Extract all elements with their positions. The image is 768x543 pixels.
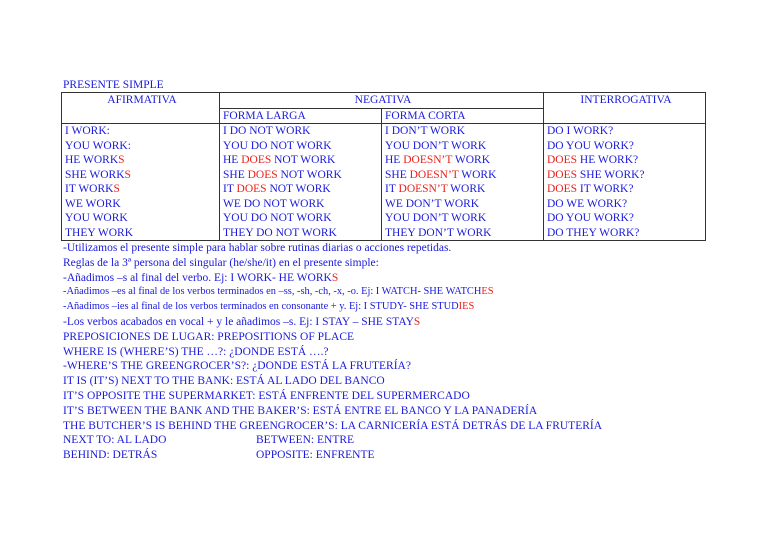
table-body bbox=[62, 124, 706, 241]
note-usage: -Utilizamos el presente simple para hablar sobre rutinas diarias o acciones repetidas. bbox=[63, 242, 452, 254]
highlight-text: DOESN’T bbox=[409, 168, 459, 181]
interrogativa-cell bbox=[544, 226, 706, 241]
cell-text: YOU WORK: bbox=[65, 139, 131, 152]
places-example-question: -WHERE’S THE GREENGROCER’S?: ¿DONDE ESTÁ LA FRUTERÍA? bbox=[63, 360, 411, 373]
vocab-behind: BEHIND: DETRÁS bbox=[63, 449, 158, 462]
table-header-row bbox=[62, 93, 706, 109]
cell-text: HE WORK? bbox=[577, 154, 639, 166]
highlight-text: DOESN’T bbox=[403, 154, 453, 166]
cell-text: WORK bbox=[447, 183, 486, 195]
negativa-corta-cell bbox=[382, 153, 544, 168]
places-question: WHERE IS (WHERE’S) THE …?: ¿DONDE ESTÁ ….? bbox=[63, 345, 329, 358]
cell-text: NOT WORK bbox=[271, 154, 336, 166]
cell-text: I WORK: bbox=[65, 125, 110, 137]
notes-section bbox=[63, 241, 602, 463]
highlight-text: DOES bbox=[247, 168, 278, 181]
highlight-text: S bbox=[118, 154, 125, 166]
cell-text: SHE WORK bbox=[65, 168, 125, 181]
cell-text: DO THEY WORK? bbox=[547, 226, 640, 239]
table-row bbox=[62, 211, 706, 226]
cell-text: I DON’T WORK bbox=[385, 125, 466, 137]
cell-text: YOU DON’T WORK bbox=[385, 139, 487, 152]
header-afirmativa: AFIRMATIVA bbox=[62, 93, 220, 124]
cell-text: WE WORK bbox=[65, 197, 121, 210]
cell-text: WORK bbox=[452, 154, 491, 166]
negativa-larga-cell bbox=[220, 211, 382, 226]
highlight-text: DOES bbox=[547, 168, 578, 181]
cell-text: IT bbox=[385, 183, 399, 195]
afirmativa-cell bbox=[62, 168, 220, 183]
cell-text: SHE bbox=[385, 168, 410, 181]
cell-text: DO I WORK? bbox=[547, 125, 614, 137]
interrogativa-cell bbox=[544, 211, 706, 226]
afirmativa-cell bbox=[62, 197, 220, 212]
cell-text: DO WE WORK? bbox=[547, 197, 628, 210]
interrogativa-cell bbox=[544, 197, 706, 212]
cell-text: NOT WORK bbox=[277, 168, 342, 181]
cell-text: YOU DON’T WORK bbox=[385, 212, 487, 224]
table-row bbox=[62, 139, 706, 154]
cell-text: HE bbox=[223, 154, 242, 166]
cell-text: IT WORK bbox=[65, 183, 114, 195]
interrogativa-cell bbox=[544, 139, 706, 154]
header-forma-larga: FORMA LARGA bbox=[220, 108, 382, 124]
negativa-larga-cell bbox=[220, 197, 382, 212]
note-rule-vowel-y bbox=[63, 315, 602, 330]
negativa-larga-cell bbox=[220, 139, 382, 154]
table-row bbox=[62, 168, 706, 183]
note-rule-s bbox=[63, 271, 602, 286]
highlight-text: S bbox=[113, 183, 120, 195]
cell-text: DO YOU WORK? bbox=[547, 139, 634, 152]
cell-text: SHE WORK? bbox=[577, 168, 645, 181]
places-heading: PREPOSICIONES DE LUGAR: PREPOSITIONS OF PLACE bbox=[63, 330, 355, 343]
table-row bbox=[62, 124, 706, 139]
negativa-larga-cell bbox=[220, 226, 382, 241]
negativa-corta-cell bbox=[382, 197, 544, 212]
cell-text: SHE bbox=[223, 168, 248, 181]
cell-text: THEY DO NOT WORK bbox=[223, 226, 337, 239]
cell-text: THEY DON’T WORK bbox=[385, 226, 492, 239]
cell-text: HE WORK bbox=[65, 154, 119, 166]
negativa-larga-cell bbox=[220, 168, 382, 183]
afirmativa-cell bbox=[62, 124, 220, 139]
highlight-text: S bbox=[124, 168, 131, 181]
negativa-corta-cell bbox=[382, 211, 544, 226]
cell-text: HE bbox=[385, 154, 404, 166]
vocab-row-1 bbox=[63, 433, 602, 448]
note-rule-ies bbox=[63, 300, 602, 315]
vocab-next-to: NEXT TO: AL LADO bbox=[63, 434, 167, 447]
table-row bbox=[62, 226, 706, 241]
places-example-opposite: IT’S OPPOSITE THE SUPERMARKET: ESTÁ ENFRENTE DEL SUPERMERCADO bbox=[63, 389, 470, 402]
cell-text: DO YOU WORK? bbox=[547, 212, 634, 224]
vocab-between: BETWEEN: ENTRE bbox=[256, 434, 355, 447]
vocab-row-2 bbox=[63, 448, 602, 463]
table-row bbox=[62, 182, 706, 197]
cell-text: YOU DO NOT WORK bbox=[223, 139, 332, 152]
highlight-text: DOES bbox=[241, 154, 272, 166]
negativa-corta-cell bbox=[382, 139, 544, 154]
header-interrogativa: INTERROGATIVA bbox=[544, 93, 706, 124]
table-row bbox=[62, 153, 706, 168]
afirmativa-cell bbox=[62, 139, 220, 154]
header-forma-corta: FORMA CORTA bbox=[382, 108, 544, 124]
note-rule-s-ending: S bbox=[331, 271, 339, 284]
page-title: PRESENTE SIMPLE bbox=[63, 79, 164, 91]
highlight-text: DOES bbox=[236, 183, 267, 195]
cell-text: I DO NOT WORK bbox=[223, 125, 311, 137]
interrogativa-cell bbox=[544, 153, 706, 168]
header-negativa: NEGATIVA bbox=[220, 93, 544, 109]
negativa-corta-cell bbox=[382, 168, 544, 183]
note-rule-vowel-y-ending: S bbox=[413, 315, 421, 328]
places-example-behind: THE BUTCHER’S IS BEHIND THE GREENGROCER’S: LA CARNICERÍA ESTÁ DETRÁS DE LA FRUTERÍA bbox=[63, 419, 603, 432]
afirmativa-cell bbox=[62, 211, 220, 226]
cell-text: IT bbox=[223, 183, 237, 195]
highlight-text: DOESN’T bbox=[398, 183, 448, 195]
vocab-opposite: OPPOSITE: ENFRENTE bbox=[256, 449, 375, 462]
table-row bbox=[62, 197, 706, 212]
afirmativa-cell bbox=[62, 153, 220, 168]
cell-text: IT WORK? bbox=[577, 183, 634, 195]
note-rules-heading: Reglas de la 3ª persona del singular (he/she/it) en el presente simple: bbox=[63, 256, 379, 269]
note-rule-ies-ending: IES bbox=[458, 301, 475, 313]
highlight-text: DOES bbox=[547, 154, 578, 166]
note-rule-es-text: -Añadimos –es al final de los verbos terminados en –ss, -sh, -ch, -x, -o. Ej: I WATCH- SHE WATCH bbox=[63, 286, 482, 298]
highlight-text: DOES bbox=[547, 183, 578, 195]
negativa-larga-cell bbox=[220, 124, 382, 139]
afirmativa-cell bbox=[62, 182, 220, 197]
cell-text: WORK bbox=[458, 168, 497, 181]
cell-text: YOU WORK bbox=[65, 212, 128, 224]
interrogativa-cell bbox=[544, 168, 706, 183]
cell-text: THEY WORK bbox=[65, 226, 134, 239]
note-rule-es-ending: ES bbox=[481, 286, 494, 298]
present-simple-table bbox=[61, 92, 706, 241]
cell-text: YOU DO NOT WORK bbox=[223, 212, 332, 224]
cell-text: WE DON’T WORK bbox=[385, 197, 480, 210]
negativa-corta-cell bbox=[382, 226, 544, 241]
cell-text: NOT WORK bbox=[266, 183, 331, 195]
note-rule-es bbox=[63, 285, 602, 300]
negativa-larga-cell bbox=[220, 153, 382, 168]
note-rule-vowel-y-text: -Los verbos acabados en vocal + y le añadimos –s. Ej: I STAY – SHE STAY bbox=[63, 315, 414, 328]
places-example-between: IT’S BETWEEN THE BANK AND THE BAKER’S: ESTÁ ENTRE EL BANCO Y LA PANADERÍA bbox=[63, 404, 538, 417]
cell-text: WE DO NOT WORK bbox=[223, 197, 325, 210]
interrogativa-cell bbox=[544, 124, 706, 139]
note-rule-s-text: -Añadimos –s al final del verbo. Ej: I WORK- HE WORK bbox=[63, 271, 332, 284]
places-example-next-to: IT IS (IT’S) NEXT TO THE BANK: ESTÁ AL LADO DEL BANCO bbox=[63, 375, 385, 388]
negativa-corta-cell bbox=[382, 124, 544, 139]
negativa-larga-cell bbox=[220, 182, 382, 197]
note-rule-ies-text: -Añadimos –ies al final de los verbos terminados en consonante + y. Ej: I STUDY- SHE STUD bbox=[63, 301, 459, 313]
negativa-corta-cell bbox=[382, 182, 544, 197]
afirmativa-cell bbox=[62, 226, 220, 241]
interrogativa-cell bbox=[544, 182, 706, 197]
